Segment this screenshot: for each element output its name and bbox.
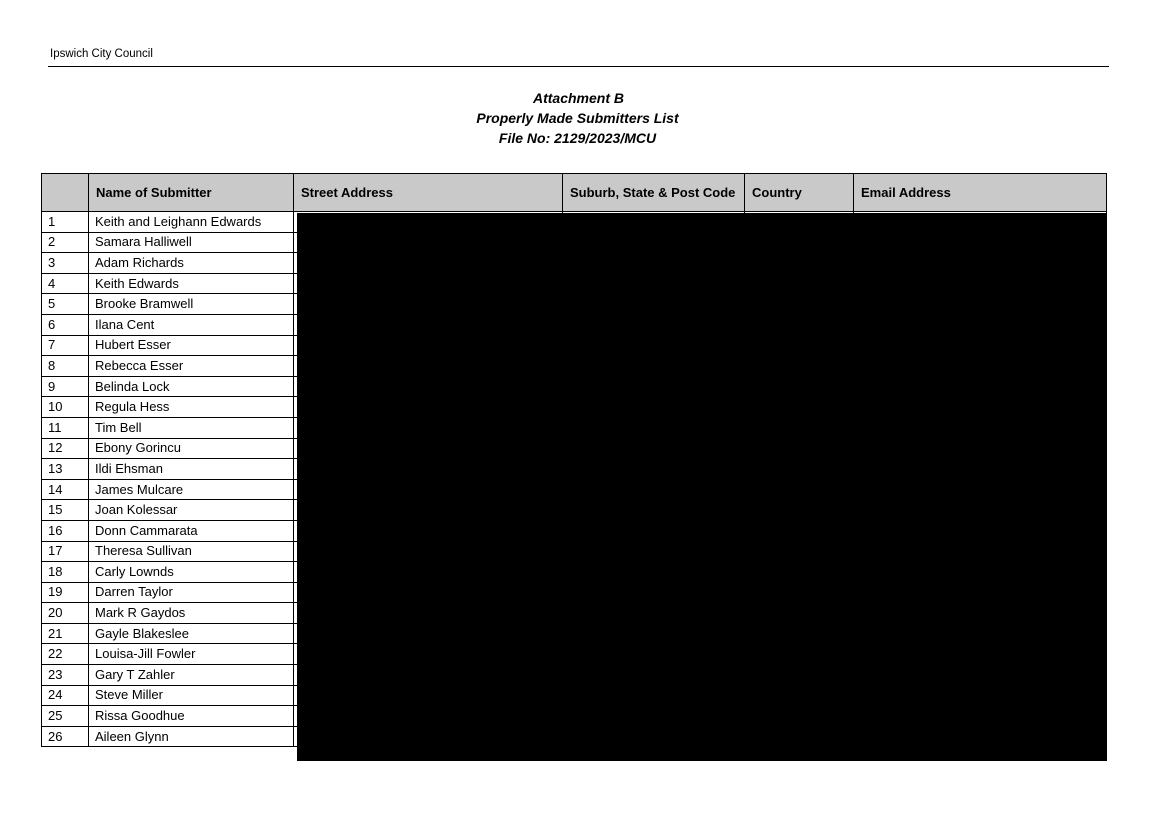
row-number: 13 <box>42 459 89 480</box>
row-number: 4 <box>42 273 89 294</box>
redaction-block <box>297 213 1107 761</box>
submitter-name: Ilana Cent <box>89 314 294 335</box>
submitter-name: Keith Edwards <box>89 273 294 294</box>
header-street-address: Street Address <box>294 174 563 212</box>
header-number <box>42 174 89 212</box>
submitter-name: Hubert Esser <box>89 335 294 356</box>
row-number: 20 <box>42 603 89 624</box>
file-number: File No: 2129/2023/MCU <box>498 130 657 146</box>
submitter-name: Ildi Ehsman <box>89 459 294 480</box>
row-number: 26 <box>42 726 89 747</box>
row-number: 7 <box>42 335 89 356</box>
header-rule <box>48 66 1109 67</box>
row-number: 3 <box>42 253 89 274</box>
row-number: 16 <box>42 520 89 541</box>
row-number: 25 <box>42 706 89 727</box>
submitter-name: James Mulcare <box>89 479 294 500</box>
row-number: 8 <box>42 356 89 377</box>
title-block <box>0 88 1155 148</box>
list-title: Properly Made Submitters List <box>476 110 679 126</box>
header-email: Email Address <box>854 174 1107 212</box>
header-country: Country <box>745 174 854 212</box>
submitter-name: Rissa Goodhue <box>89 706 294 727</box>
row-number: 18 <box>42 562 89 583</box>
submitter-name: Mark R Gaydos <box>89 603 294 624</box>
submitter-name: Donn Cammarata <box>89 520 294 541</box>
row-number: 5 <box>42 294 89 315</box>
row-number: 17 <box>42 541 89 562</box>
row-number: 21 <box>42 623 89 644</box>
submitter-name: Brooke Bramwell <box>89 294 294 315</box>
submitter-name: Theresa Sullivan <box>89 541 294 562</box>
submitter-name: Gary T Zahler <box>89 665 294 686</box>
row-number: 15 <box>42 500 89 521</box>
row-number: 19 <box>42 582 89 603</box>
row-number: 1 <box>42 212 89 233</box>
row-number: 9 <box>42 376 89 397</box>
submitter-name: Belinda Lock <box>89 376 294 397</box>
row-number: 23 <box>42 665 89 686</box>
header-name: Name of Submitter <box>89 174 294 212</box>
row-number: 11 <box>42 417 89 438</box>
row-number: 24 <box>42 685 89 706</box>
attachment-title: Attachment B <box>532 90 624 106</box>
submitter-name: Ebony Gorincu <box>89 438 294 459</box>
row-number: 6 <box>42 314 89 335</box>
submitter-name: Keith and Leighann Edwards <box>89 212 294 233</box>
submitter-name: Rebecca Esser <box>89 356 294 377</box>
submitter-name: Carly Lownds <box>89 562 294 583</box>
submitter-name: Adam Richards <box>89 253 294 274</box>
submitter-name: Darren Taylor <box>89 582 294 603</box>
submitter-name: Aileen Glynn <box>89 726 294 747</box>
row-number: 10 <box>42 397 89 418</box>
row-number: 2 <box>42 232 89 253</box>
submitter-name: Samara Halliwell <box>89 232 294 253</box>
table-header-row <box>42 174 1107 212</box>
submitter-name: Tim Bell <box>89 417 294 438</box>
submitter-name: Louisa-Jill Fowler <box>89 644 294 665</box>
header-suburb-state-postcode: Suburb, State & Post Code <box>563 174 745 212</box>
row-number: 12 <box>42 438 89 459</box>
submitter-name: Regula Hess <box>89 397 294 418</box>
submitter-name: Gayle Blakeslee <box>89 623 294 644</box>
submitter-name: Steve Miller <box>89 685 294 706</box>
organization-header: Ipswich City Council <box>50 48 153 60</box>
row-number: 14 <box>42 479 89 500</box>
submitter-name: Joan Kolessar <box>89 500 294 521</box>
row-number: 22 <box>42 644 89 665</box>
